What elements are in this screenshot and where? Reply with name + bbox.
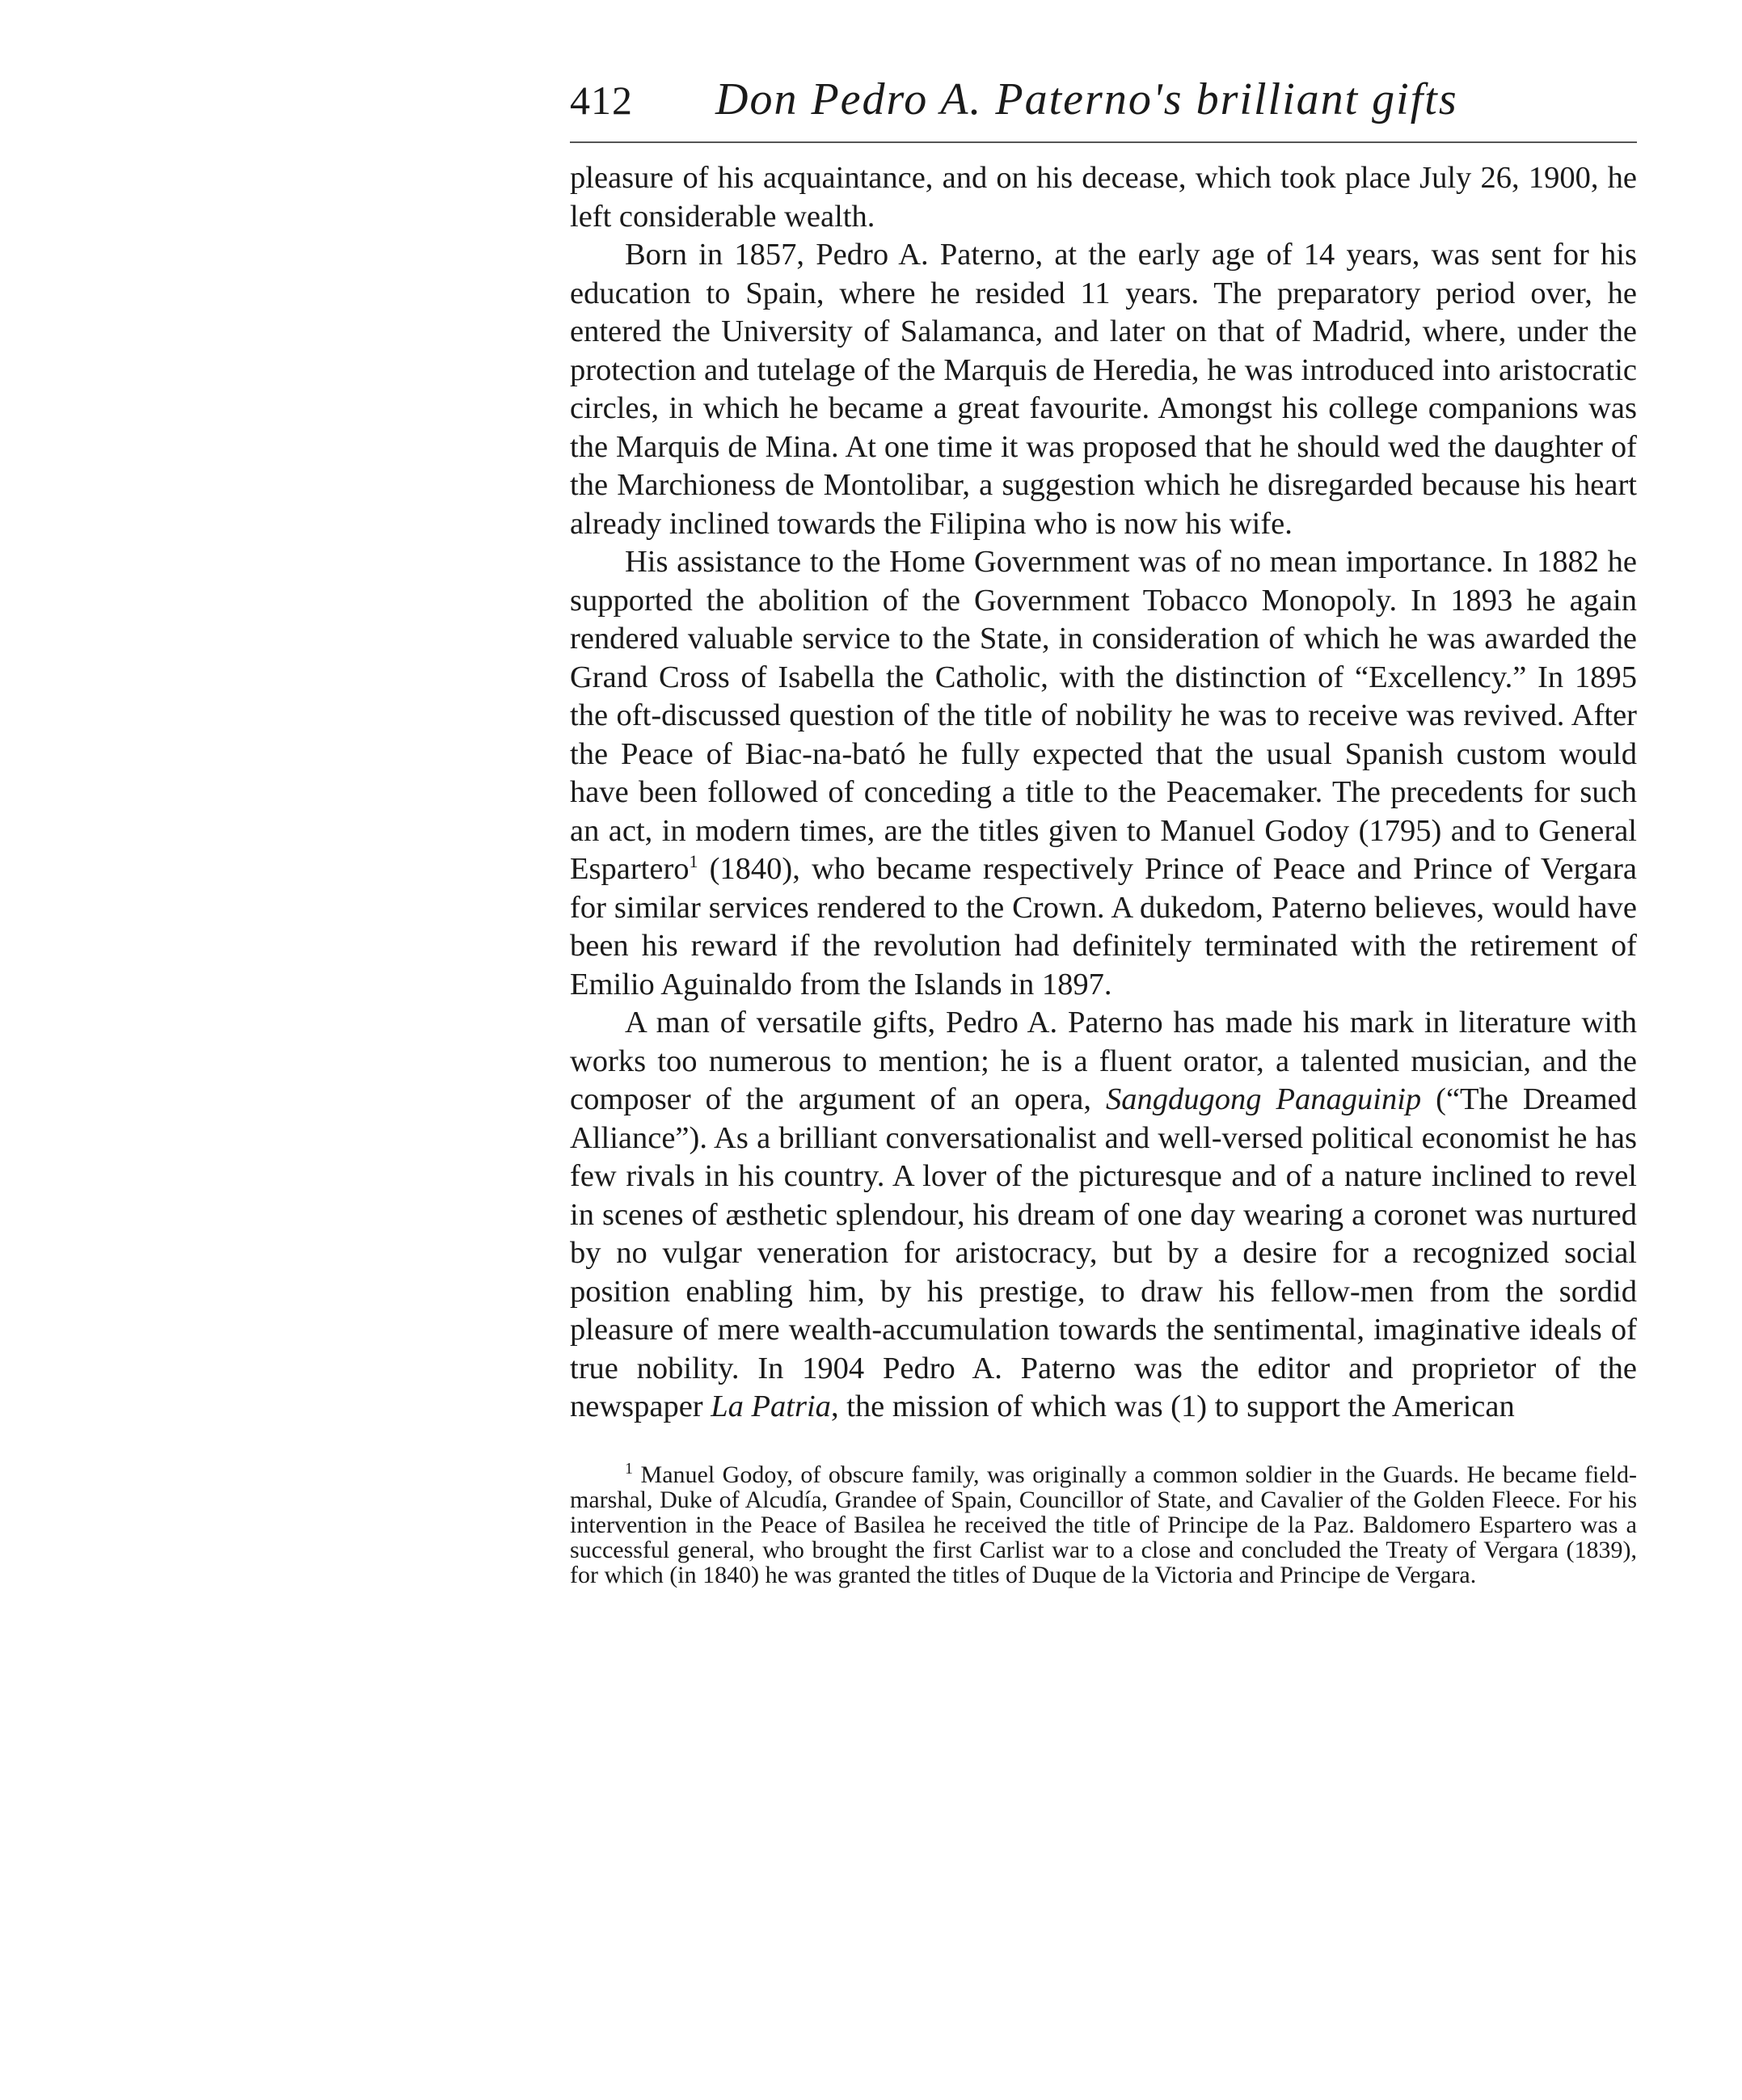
paragraph-text: (1840), who became respectively Prince of Peace and Prince of Vergara for similar services rendered to the Crown. A dukedom, Paterno believes, would have been his reward if the revolution had definitely terminated with the retirement of Emilio Aguinaldo from the Islands in 1897. xyxy=(570,852,1637,1002)
running-title: Don Pedro A. Paterno's brilliant gifts xyxy=(715,74,1458,124)
paragraph-continued: pleasure of his acquaintance, and on his decease, which took place July 26, 1900, he left considerable wealth. xyxy=(570,161,1637,234)
paragraph-text: His assistance to the Home Government was of no mean importance. In 1882 he supported the abolition of the Government Tobacco Monopoly. In 1893 he again rendered valuable service to the State, in consideration of which he was awarded the Grand Cross of Isabella the Catholic, with the distinction of “Excellency.” In 1895 the oft-discussed question of the title of nobility he was to receive was revived. After the Peace of Biac-na-bató he fully expected that the usual Spanish custom would have been followed of conceding a title to the Peacemaker. The precedents for such an act, in modern times, are the titles given to Manuel Godoy (1795) and to General Espartero xyxy=(570,545,1637,886)
paragraph-text: (“The Dreamed Alliance”). As a brilliant conversationalist and well-versed political economist he has few rivals in his country. A lover of the picturesque and of a nature inclined to revel in scenes of æsthetic splendour, his dream of one day wearing a coronet was nurtured by no vulgar veneration for aristocracy, but by a desire for a recognized social position enabling him, by his prestige, to draw his fellow-men from the sordid pleasure of mere wealth-accumulation towards the sentimental, imaginative ideals of true nobility. In 1904 Pedro A. Paterno was the editor and proprietor of the newspaper xyxy=(570,1082,1637,1423)
footnotes xyxy=(570,1459,1638,1588)
footnote-mark: 1 xyxy=(625,1459,633,1478)
paragraph-versatile-gifts xyxy=(570,1004,1637,1427)
running-head xyxy=(570,74,1637,143)
footnote xyxy=(570,1459,1638,1588)
paragraph-education: Born in 1857, Pedro A. Paterno, at the early age of 14 years, was sent for his education to Spain, where he resided 11 years. The preparatory period over, he entered the University of Salamanca, and later on that of Madrid, where, under the protection and tutelage of the Marquis de Heredia, he was introduced into aristocratic circles, in which he became a great favourite. Amongst his college companions was the Marquis de Mina. At one time it was proposed that he should wed the daughter of the Marchioness de Montolibar, a suggestion which he disregarded because his heart already inclined towards the Filipina who is now his wife. xyxy=(570,238,1637,541)
footnote-reference: 1 xyxy=(689,851,698,872)
opera-title: Sangdugong Panaguinip xyxy=(1105,1082,1422,1116)
footnote-text: Manuel Godoy, of obscure family, was originally a common soldier in the Guards. He became field-marshal, Duke of Alcudía, Grandee of Spain, Councillor of State, and Cavalier of the Golden Fleece. For his intervention in the Peace of Basilea he received the title of Principe de la Paz. Baldomero Espartero was a successful general, who brought the first Carlist war to a close and concluded the Treaty of Vergara (1839), for which (in 1840) he was granted the titles of Duque de la Victoria and Principe de Vergara. xyxy=(570,1461,1638,1588)
page-number: 412 xyxy=(570,78,633,123)
newspaper-title: La Patria xyxy=(711,1389,831,1423)
body-text xyxy=(570,159,1637,1427)
paragraph-government-service xyxy=(570,543,1637,1004)
paragraph-text: , the mission of which was (1) to support the American xyxy=(830,1389,1515,1423)
book-page xyxy=(570,74,1638,1588)
paragraph-text: A man of versatile gifts, Pedro A. Paterno has made his mark in literature with works too numerous to mention; he is a fluent orator, a talented musician, and the composer of the argument of an opera, xyxy=(570,1006,1637,1116)
